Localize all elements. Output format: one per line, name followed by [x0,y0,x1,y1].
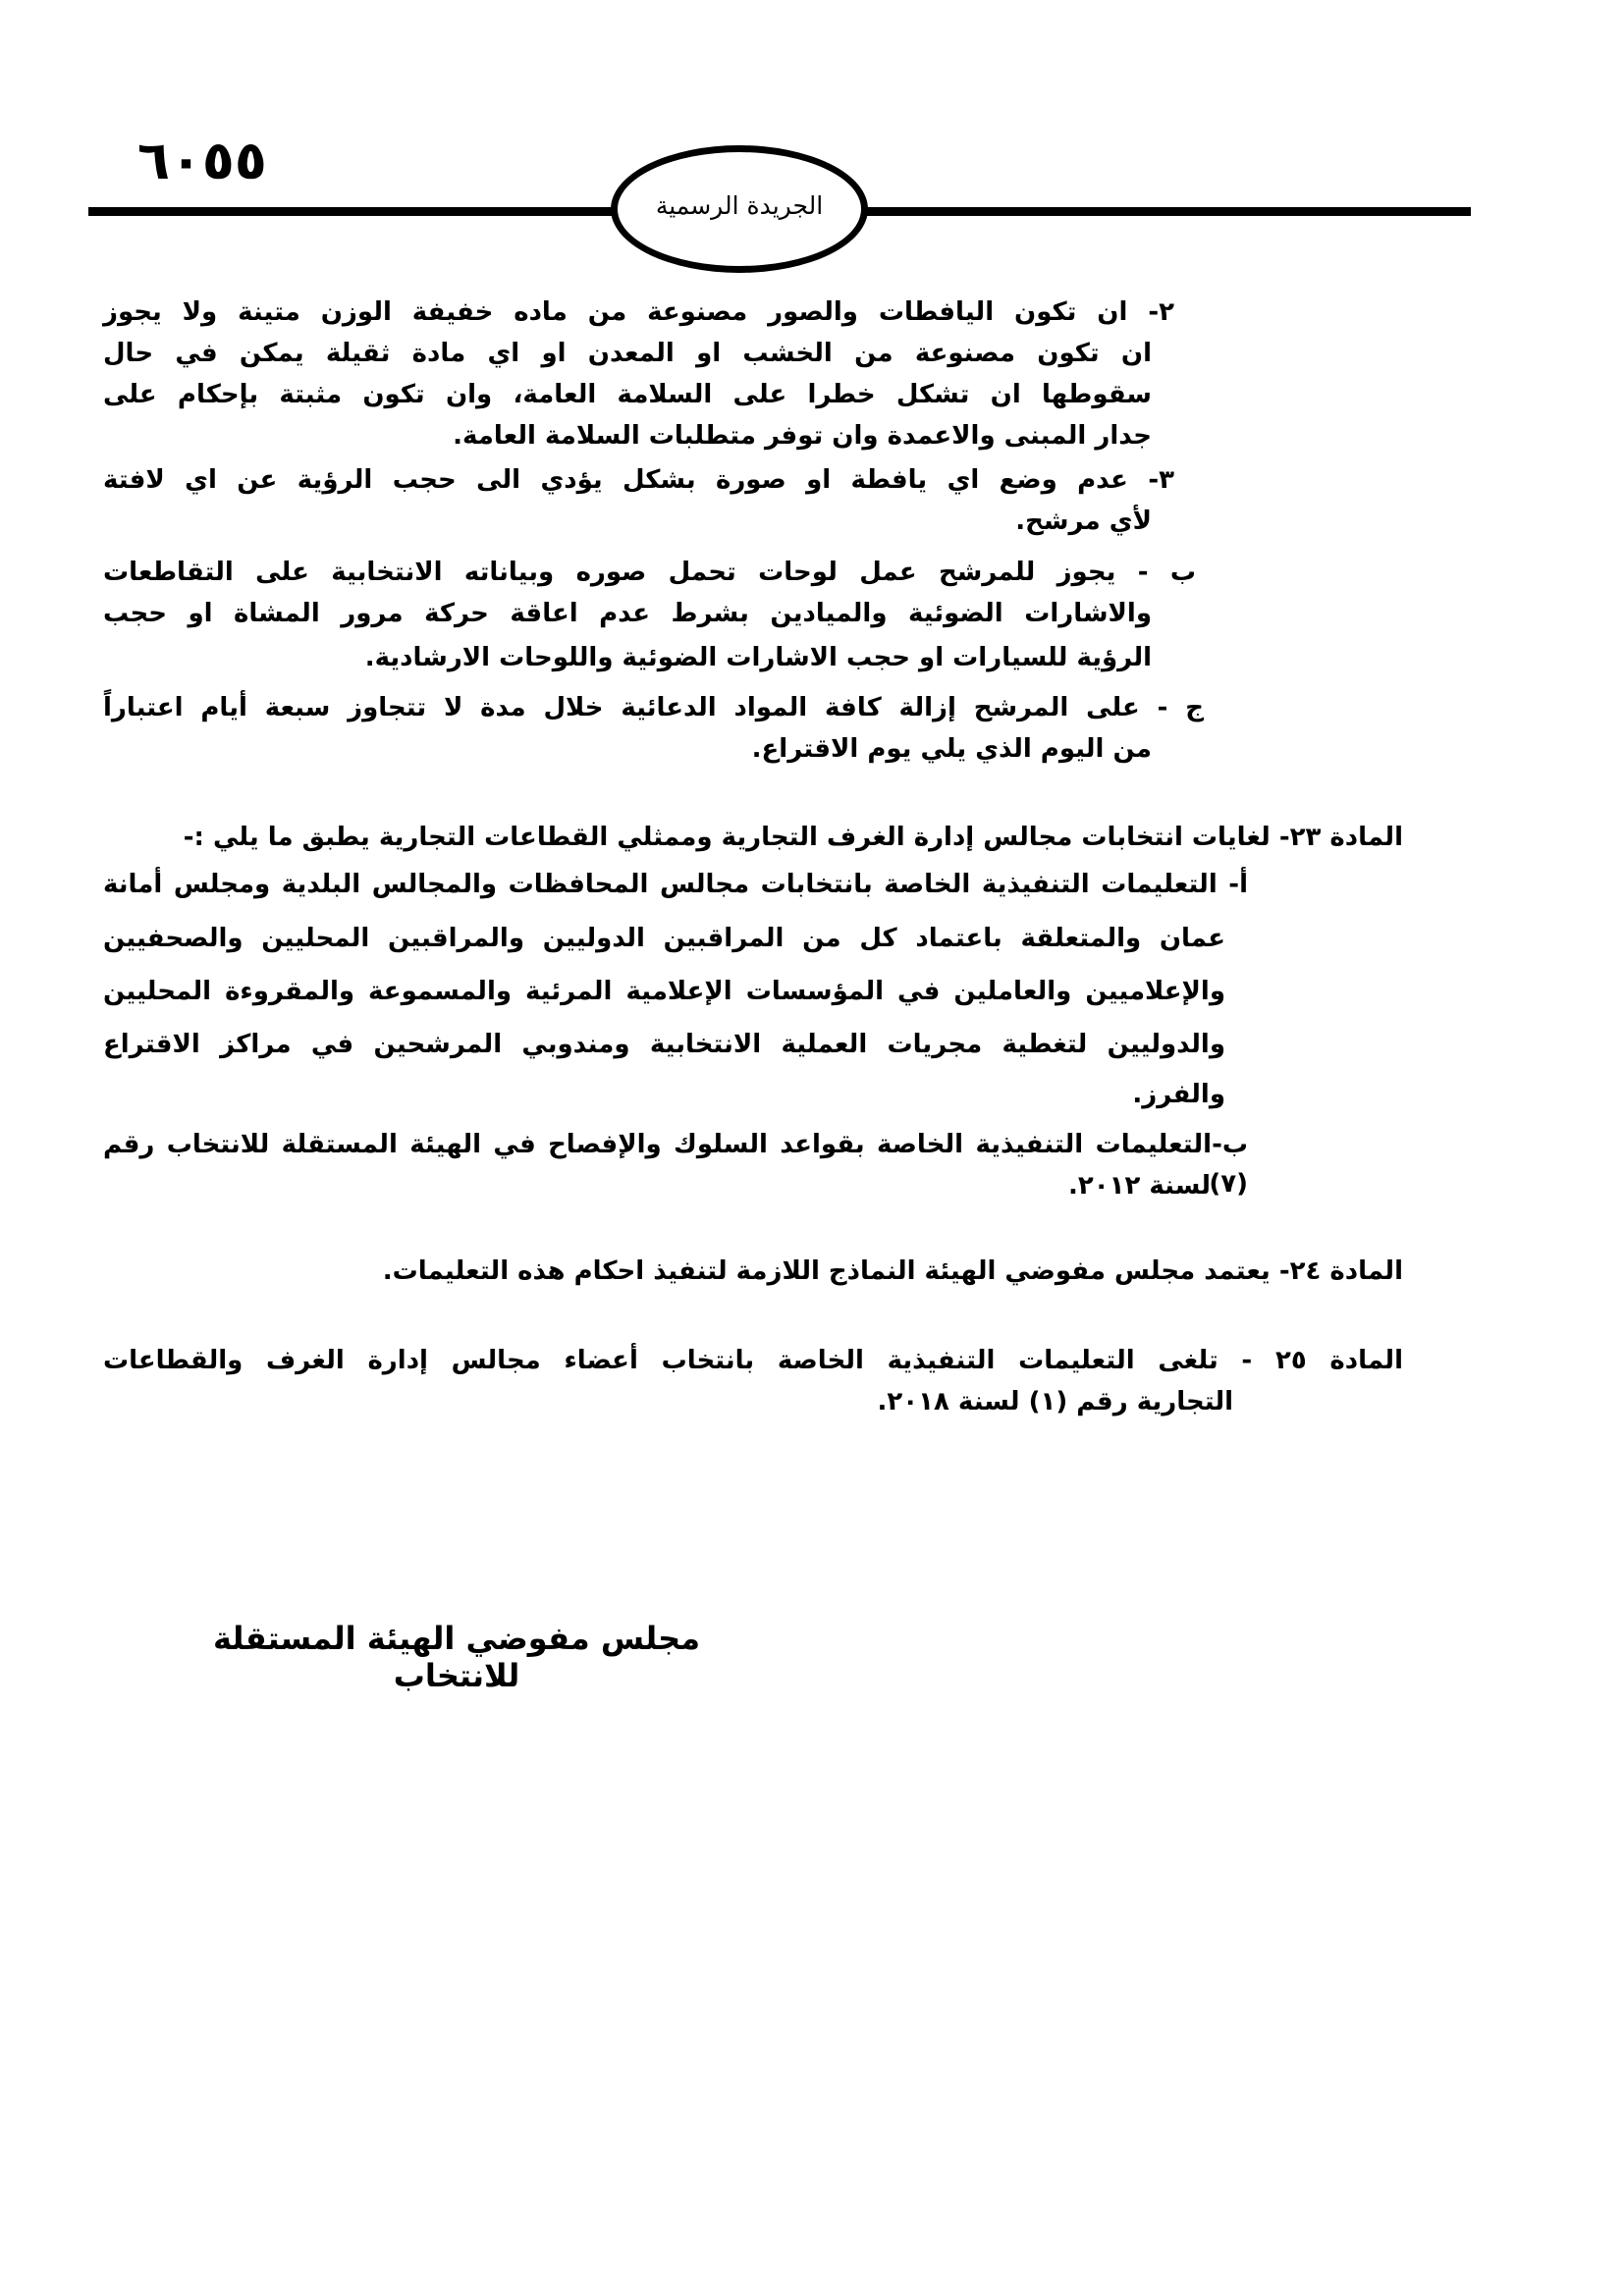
item2-line: سقوطها ان تشكل خطرا على السلامة العامة، وان تكون مثبتة بإحكام على [103,380,1152,409]
signature: مجلس مفوضي الهيئة المستقلة للانتخاب [213,1620,700,1694]
clause-j-line: ج - على المرشح إزالة كافة المواد الدعائية خلال مدة لا تتجاوز سبعة أيام اعتباراً [103,693,1204,722]
gazette-title-seal [611,145,868,273]
item2-line: ٢- ان تكون اليافطات والصور مصنوعة من ماده خفيفة الوزن متينة ولا يجوز [103,297,1174,327]
article23-a-line: والإعلاميين والعاملين في المؤسسات الإعلامية المرئية والمسموعة والمقروءة المحليين [103,977,1225,1006]
article23-b-line: لسنة ٢٠١٢. [1067,1171,1211,1201]
article23-a-line: والفرز. [1132,1080,1225,1109]
item3-line: ٣- عدم وضع اي يافطة او صورة بشكل يؤدي الى حجب الرؤية عن اي لافتة [103,465,1174,495]
page-number: ٦٠٥٥ [137,130,267,191]
clause-b-line: والاشارات الضوئية والميادين بشرط عدم اعاقة حركة مرور المشاة او حجب [103,599,1152,628]
item2-line: جدار المبنى والاعمدة وان توفر متطلبات السلامة العامة. [453,421,1152,451]
article25-line: المادة ٢٥ - تلغى التعليمات التنفيذية الخاصة بانتخاب أعضاء مجالس إدارة الغرف والقطاعات [103,1346,1403,1375]
article25-line: التجارية رقم (١) لسنة ٢٠١٨. [877,1387,1233,1416]
item2-line: ان تكون مصنوعة من الخشب او المعدن او اي مادة ثقيلة يمكن في حال [103,339,1152,368]
article24: المادة ٢٤- يعتمد مجلس مفوضي الهيئة النماذج اللازمة لتنفيذ احكام هذه التعليمات. [382,1256,1403,1286]
article23-b-line: ب-التعليمات التنفيذية الخاصة بقواعد السلوك والإفصاح في الهيئة المستقلة للانتخاب رقم (٧) [103,1130,1248,1199]
article23-a-line: أ- التعليمات التنفيذية الخاصة بانتخابات مجالس المحافظات والمجالس البلدية ومجلس أمانة [103,870,1248,899]
article23-heading: المادة ٢٣- لغايات انتخابات مجالس إدارة الغرف التجارية وممثلي القطاعات التجارية يطبق ما يلي :- [183,823,1403,852]
clause-j-line: من اليوم الذي يلي يوم الاقتراع. [751,734,1152,764]
clause-b-line: الرؤية للسيارات او حجب الاشارات الضوئية واللوحات الارشادية. [364,643,1152,672]
article23-a-line: عمان والمتعلقة باعتماد كل من المراقبين الدوليين والمراقبين المحليين والصحفيين [103,924,1225,953]
item3-line: لأي مرشح. [1015,507,1152,536]
clause-b-line: ب - يجوز للمرشح عمل لوحات تحمل صوره وبياناته الانتخابية على التقاطعات [103,558,1196,587]
gazette-title: الجريدة الرسمية [655,190,824,220]
article23-a-line: والدوليين لتغطية مجريات العملية الانتخابية ومندوبي المرشحين في مراكز الاقتراع [103,1030,1225,1059]
